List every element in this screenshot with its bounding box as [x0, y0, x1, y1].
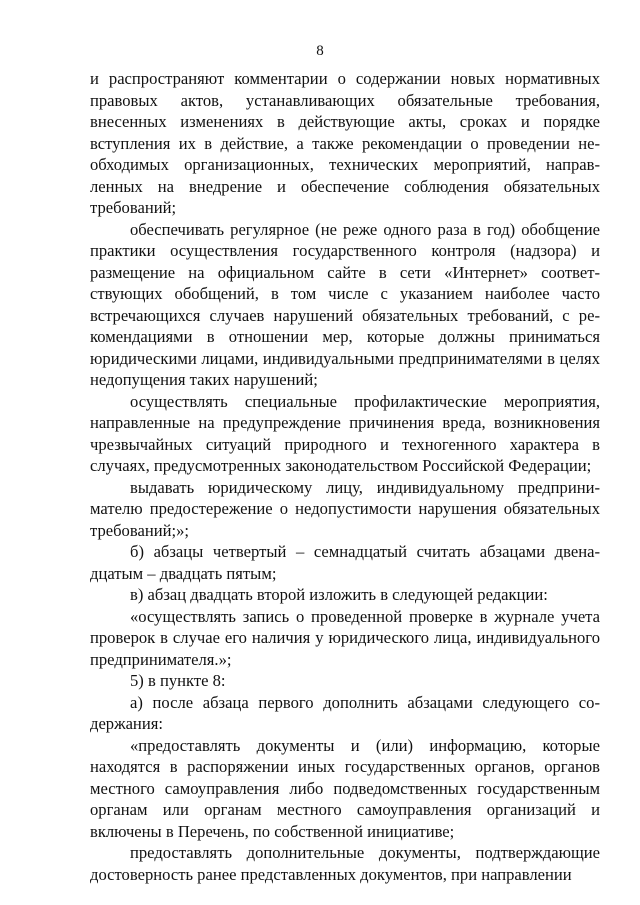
paragraph: выдавать юридическому лицу, индивидуальному предпринимателю предостережение о недопустимости нарушения обязательных требований;»;: [90, 477, 600, 540]
paragraph: осуществлять специальные профилактические мероприятия, направленные на предупреждение причинения вреда, возникновения чрезвычайных ситуаций природного и техногенного характера в случаях, предусмотренных законодательством Российской Федерации;: [90, 391, 600, 475]
paragraph: в) абзац двадцать второй изложить в следующей редакции:: [130, 585, 548, 604]
document-body: [90, 68, 600, 885]
paragraph: «предоставлять документы и (или) информацию, которые находятся в распоряжении иных государственных органов, органов местного самоуправления либо подведомственных государственным органам или органам местного самоуправления организаций и включены в Перечень, по собственной инициативе;: [90, 735, 600, 841]
page-number: 8: [316, 43, 324, 59]
paragraph: «осуществлять запись о проведенной проверке в журнале учета проверок в случае его наличия у юридического лица, индивидуального предпринимателя.»;: [90, 606, 600, 669]
paragraph: б) абзацы четвертый – семнадцатый считать абзацами двенадцатым – двадцать пятым;: [90, 542, 600, 583]
paragraph: а) после абзаца первого дополнить абзацами следующего содержания:: [90, 692, 600, 733]
paragraph: предоставлять дополнительные документы, подтверждающие достоверность ранее представленных документов, при направлении: [90, 843, 600, 884]
paragraph: и распространяют комментарии о содержании новых нормативных правовых актов, устанавливающих обязательные требования, внесенных изменениях в действующие акты, сроках и порядке вступления их в действие, а также рекомендации о проведении необходимых организационных, технических мероприятий, направленных на внедрение и обеспечение соблюдения обязательных требований;: [90, 69, 600, 217]
paragraph: обеспечивать регулярное (не реже одного раза в год) обобщение практики осуществления государственного контроля (надзора) и размещение на официальном сайте в сети «Интернет» соответствующих обобщений, в том числе с указанием наиболее часто встречающихся случаев нарушений обязательных требований, с рекомендациями в отношении мер, которые должны приниматься юридическими лицами, индивидуальными предпринимателями в целях недопущения таких нарушений;: [90, 219, 600, 389]
paragraph: 5) в пункте 8:: [130, 671, 226, 690]
